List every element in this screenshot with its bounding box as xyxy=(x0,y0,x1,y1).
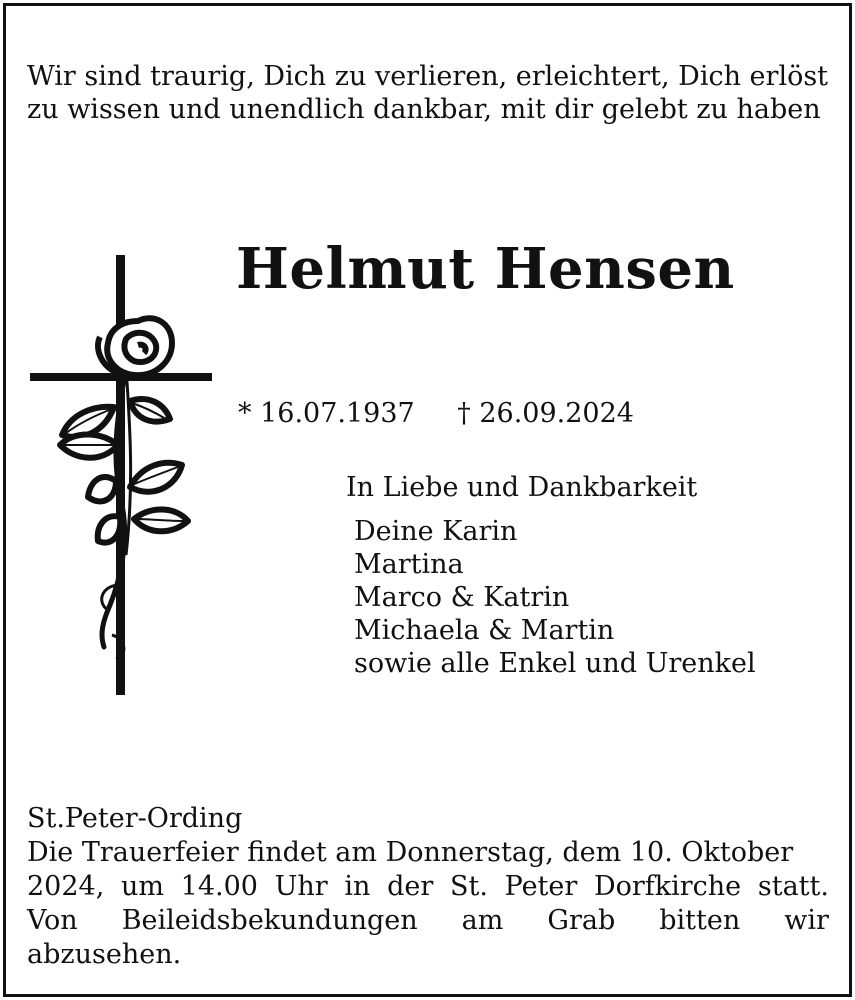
condolence-line-end: abzusehen. xyxy=(27,939,182,970)
ceremony-line: Die Trauerfeier findet am Donnerstag, dem 10. Oktober xyxy=(27,837,794,868)
funeral-info xyxy=(27,802,829,972)
word: Grab xyxy=(547,905,616,936)
word: Peter xyxy=(504,871,578,902)
word: 14.00 xyxy=(180,871,258,902)
condolence-line-justified xyxy=(27,904,829,938)
word: 2024, xyxy=(27,871,105,902)
cross-with-rose-icon xyxy=(30,255,212,695)
word: wir xyxy=(784,905,829,936)
life-dates xyxy=(238,398,634,429)
word: Beileidsbekundungen xyxy=(121,905,418,936)
word: Uhr xyxy=(274,871,328,902)
word: Dorfkirche xyxy=(593,871,742,902)
word: Von xyxy=(27,905,78,936)
ceremony-line-justified xyxy=(27,870,829,904)
word: bitten xyxy=(659,905,741,936)
quote-line: zu wissen und unendlich dankbar, mit dir gelebt zu haben xyxy=(27,94,821,125)
word: am xyxy=(461,905,504,936)
death-date: † 26.09.2024 xyxy=(457,398,634,429)
deceased-name: Helmut Hensen xyxy=(236,236,735,302)
dedication-line: In Liebe und Dankbarkeit xyxy=(346,472,698,503)
mourner-entry: Deine Karin xyxy=(354,516,518,547)
place-name: St.Peter-Ording xyxy=(27,803,243,834)
mourner-entry: Martina xyxy=(354,549,464,580)
word: St. xyxy=(449,871,488,902)
word: in xyxy=(344,871,371,902)
birth-date: * 16.07.1937 xyxy=(238,398,415,429)
mourner-entry: Marco & Katrin xyxy=(354,582,570,613)
mourners-list xyxy=(354,515,756,680)
mourner-entry: Michaela & Martin xyxy=(354,615,615,646)
quote-line: Wir sind traurig, Dich zu verlieren, erleichtert, Dich erlöst xyxy=(27,61,829,92)
word: um xyxy=(120,871,164,902)
opening-quote xyxy=(27,60,832,126)
mourner-entry: sowie alle Enkel und Urenkel xyxy=(354,648,756,679)
word: statt. xyxy=(757,871,829,902)
word: der xyxy=(387,871,434,902)
